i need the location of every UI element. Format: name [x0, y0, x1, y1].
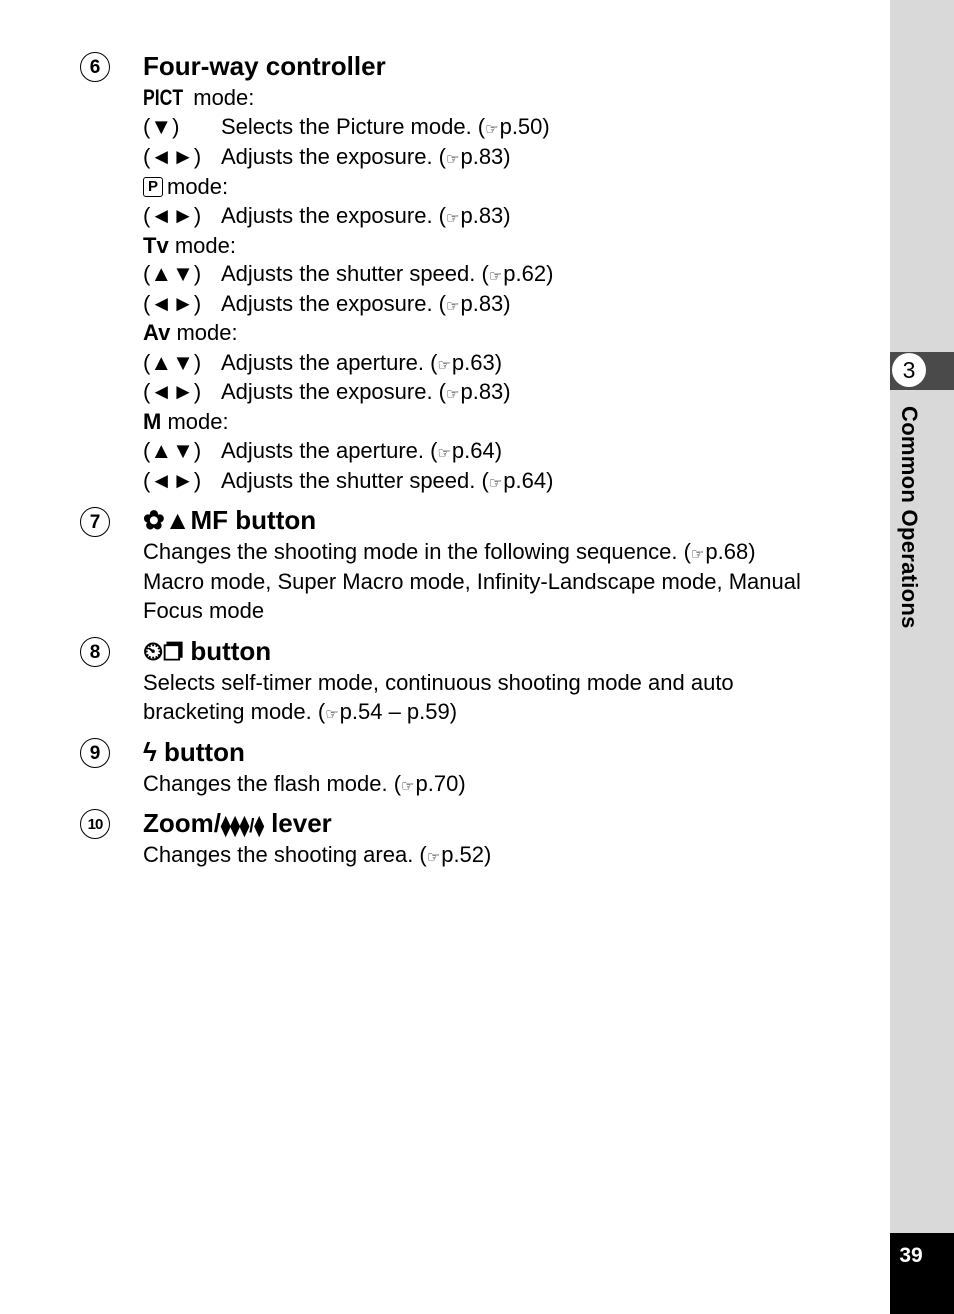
left-right-arrow-icon: (◄►) — [143, 468, 202, 493]
page-ref-icon: ☞ — [488, 475, 503, 492]
control-row: (◄►) Adjusts the exposure. (☞p.83) — [143, 291, 511, 316]
mode-heading-manual: M mode: — [143, 409, 229, 434]
page-ref-icon: ☞ — [437, 357, 451, 374]
control-row: (▲▼) Adjusts the shutter speed. (☞p.62) — [143, 261, 554, 286]
focus-mode-icon: ✿▲MF — [143, 505, 229, 535]
section-title-zoom-lever: Zoom/⧫⧫⧫/⧫ lever — [143, 808, 332, 838]
control-row: (▼) Selects the Picture mode. (☞p.50) — [143, 114, 550, 139]
shutter-priority-icon: Tv — [143, 233, 169, 258]
section-title-drive-button: ⏲❐ button — [143, 636, 272, 666]
manual-mode-icon: M — [143, 409, 162, 434]
item-number-10: 10 — [80, 809, 110, 839]
item-number-7: 7 — [80, 507, 110, 537]
page-ref-icon: ☞ — [690, 546, 705, 563]
up-down-arrow-icon: (▲▼) — [143, 438, 202, 463]
chapter-title: Common Operations — [897, 406, 922, 629]
picture-mode-icon: PICT — [143, 85, 184, 110]
program-mode-icon: P — [143, 177, 163, 197]
down-arrow-icon: (▼) — [143, 114, 180, 139]
control-row: (▲▼) Adjusts the aperture. (☞p.63) — [143, 350, 503, 375]
item-number-8: 8 — [80, 637, 110, 667]
up-down-arrow-icon: (▲▼) — [143, 350, 202, 375]
left-right-arrow-icon: (◄►) — [143, 144, 202, 169]
item-number-6: 6 — [80, 52, 110, 82]
page-ref-icon: ☞ — [446, 298, 460, 315]
page-ref-icon: ☞ — [446, 151, 460, 168]
body-text: Changes the shooting area. (☞p.52) — [143, 842, 492, 867]
mode-heading-tv: Tv mode: — [143, 233, 236, 258]
control-row: (◄►) Adjusts the exposure. (☞p.83) — [143, 144, 511, 169]
page-ref-icon: ☞ — [446, 210, 460, 227]
item-number-9: 9 — [80, 738, 110, 768]
control-row: (◄►) Adjusts the exposure. (☞p.83) — [143, 203, 511, 228]
page-ref-icon: ☞ — [488, 268, 503, 285]
page-ref-icon: ☞ — [401, 778, 415, 795]
flash-icon: ϟ — [143, 737, 157, 767]
self-timer-drive-icon: ⏲❐ — [143, 636, 184, 666]
mode-heading-program: P mode: — [143, 174, 228, 200]
up-down-arrow-icon: (▲▼) — [143, 261, 202, 286]
body-text: Selects self-timer mode, continuous shooting mode and auto — [143, 670, 734, 695]
body-text: Focus mode — [143, 598, 265, 623]
page-ref-icon: ☞ — [437, 445, 451, 462]
body-text: Changes the flash mode. (☞p.70) — [143, 771, 466, 796]
left-right-arrow-icon: (◄►) — [143, 291, 202, 316]
chapter-sidebar — [890, 0, 954, 1314]
page-ref-icon: ☞ — [325, 706, 339, 723]
left-right-arrow-icon: (◄►) — [143, 203, 202, 228]
chapter-number: 3 — [892, 353, 926, 387]
mode-heading-pict: PICT mode: — [143, 85, 255, 110]
control-row: (◄►) Adjusts the exposure. (☞p.83) — [143, 379, 511, 404]
control-row: (▲▼) Adjusts the aperture. (☞p.64) — [143, 438, 503, 463]
control-row: (◄►) Adjusts the shutter speed. (☞p.64) — [143, 468, 554, 493]
section-title-flash-button: ϟ button — [143, 737, 245, 767]
body-text: Changes the shooting mode in the following sequence. (☞p.68) — [143, 539, 756, 564]
mode-heading-av: Av mode: — [143, 320, 238, 345]
page-ref-icon: ☞ — [485, 121, 499, 138]
page-number: 39 — [899, 1244, 923, 1267]
section-title-four-way-controller: Four-way controller — [143, 51, 386, 81]
body-text: bracketing mode. (☞p.54 – p.59) — [143, 699, 458, 724]
page-ref-icon: ☞ — [426, 849, 441, 866]
zoom-wide-tele-icon: ⧫⧫⧫/⧫ — [221, 816, 264, 837]
left-right-arrow-icon: (◄►) — [143, 379, 202, 404]
aperture-priority-icon: Av — [143, 320, 171, 345]
body-text: Macro mode, Super Macro mode, Infinity-Landscape mode, Manual — [143, 569, 801, 594]
section-title-focus-button: ✿▲MF button — [143, 505, 317, 535]
page-ref-icon: ☞ — [446, 386, 460, 403]
